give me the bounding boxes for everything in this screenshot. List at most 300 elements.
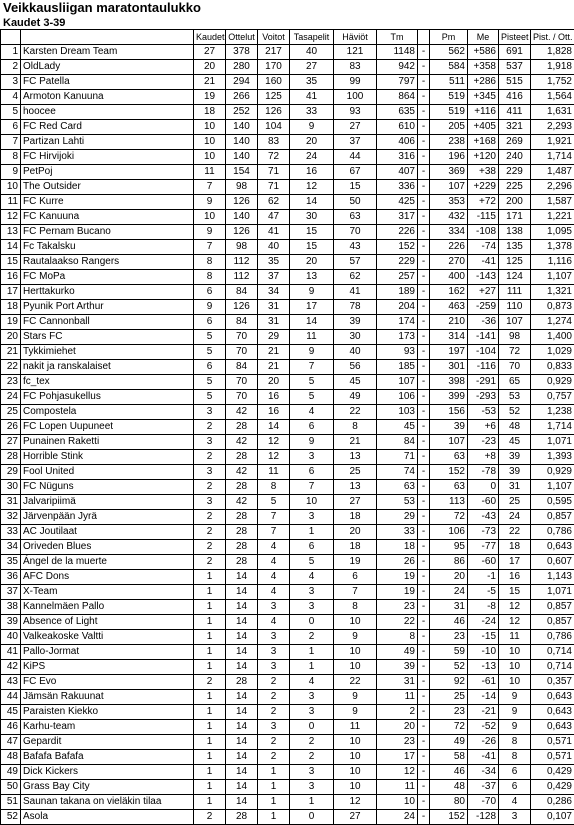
- cell-pisteet: 11: [499, 630, 531, 645]
- cell-kaudet: 1: [194, 795, 226, 810]
- cell-team: PetPoj: [21, 165, 194, 180]
- cell-rank: 20: [1, 330, 21, 345]
- cell-tasapelit: 4: [290, 675, 334, 690]
- cell-pm: 59: [430, 645, 468, 660]
- cell-haviot: 22: [334, 675, 377, 690]
- cell-haviot: 13: [334, 450, 377, 465]
- cell-kaudet: 1: [194, 570, 226, 585]
- cell-pist-ott: 0,857: [531, 615, 574, 630]
- cell-me: -259: [468, 300, 499, 315]
- cell-dash: -: [418, 585, 430, 600]
- cell-pist-ott: 0,857: [531, 600, 574, 615]
- table-row: [1, 465, 574, 480]
- cell-kaudet: 3: [194, 465, 226, 480]
- cell-voitot: 7: [258, 510, 290, 525]
- cell-pist-ott: 1,116: [531, 255, 574, 270]
- cell-voitot: 4: [258, 615, 290, 630]
- cell-pm: 463: [430, 300, 468, 315]
- cell-dash: -: [418, 195, 430, 210]
- table-row: [1, 600, 574, 615]
- cell-tasapelit: 41: [290, 90, 334, 105]
- cell-tm: 797: [377, 75, 418, 90]
- cell-me: -1: [468, 570, 499, 585]
- cell-pisteet: 411: [499, 105, 531, 120]
- table-row: [1, 150, 574, 165]
- cell-me: -77: [468, 540, 499, 555]
- cell-pist-ott: 1,631: [531, 105, 574, 120]
- cell-pist-ott: 0,595: [531, 495, 574, 510]
- cell-rank: 26: [1, 420, 21, 435]
- cell-pm: 107: [430, 180, 468, 195]
- cell-voitot: 37: [258, 270, 290, 285]
- cell-haviot: 20: [334, 525, 377, 540]
- table-row: [1, 315, 574, 330]
- cell-rank: 51: [1, 795, 21, 810]
- cell-tm: 53: [377, 495, 418, 510]
- cell-team: Karsten Dream Team: [21, 45, 194, 60]
- cell-tm: 425: [377, 195, 418, 210]
- cell-pm: 400: [430, 270, 468, 285]
- cell-pist-ott: 2,293: [531, 120, 574, 135]
- cell-voitot: 12: [258, 435, 290, 450]
- cell-pisteet: 70: [499, 360, 531, 375]
- cell-pisteet: 45: [499, 435, 531, 450]
- cell-pisteet: 22: [499, 525, 531, 540]
- cell-haviot: 25: [334, 465, 377, 480]
- cell-pisteet: 8: [499, 750, 531, 765]
- header-row: [1, 30, 574, 45]
- cell-rank: 17: [1, 285, 21, 300]
- cell-voitot: 4: [258, 555, 290, 570]
- cell-team: AC Joutilaat: [21, 525, 194, 540]
- cell-me: -43: [468, 510, 499, 525]
- cell-dash: -: [418, 300, 430, 315]
- table-row: [1, 255, 574, 270]
- cell-dash: -: [418, 690, 430, 705]
- cell-ottelut: 84: [226, 360, 258, 375]
- cell-tasapelit: 3: [290, 510, 334, 525]
- cell-dash: -: [418, 270, 430, 285]
- cell-dash: -: [418, 510, 430, 525]
- cell-tm: 173: [377, 330, 418, 345]
- cell-tm: 635: [377, 105, 418, 120]
- cell-voitot: 47: [258, 210, 290, 225]
- cell-dash: -: [418, 255, 430, 270]
- cell-tm: 107: [377, 375, 418, 390]
- cell-ottelut: 70: [226, 330, 258, 345]
- cell-dash: -: [418, 660, 430, 675]
- cell-ottelut: 14: [226, 585, 258, 600]
- cell-team: Karhu-team: [21, 720, 194, 735]
- cell-tasapelit: 3: [290, 585, 334, 600]
- cell-pist-ott: 1,752: [531, 75, 574, 90]
- cell-dash: -: [418, 120, 430, 135]
- cell-haviot: 6: [334, 570, 377, 585]
- cell-rank: 3: [1, 75, 21, 90]
- cell-kaudet: 1: [194, 600, 226, 615]
- cell-pm: 23: [430, 705, 468, 720]
- cell-team: nakit ja ranskalaiset: [21, 360, 194, 375]
- cell-tm: 864: [377, 90, 418, 105]
- cell-team: Rautalaakso Rangers: [21, 255, 194, 270]
- cell-pm: 314: [430, 330, 468, 345]
- cell-tasapelit: 30: [290, 210, 334, 225]
- cell-pist-ott: 1,238: [531, 405, 574, 420]
- cell-tasapelit: 27: [290, 60, 334, 75]
- cell-rank: 41: [1, 645, 21, 660]
- column-header-haviot: Häviöt: [334, 30, 377, 45]
- cell-pist-ott: 0,873: [531, 300, 574, 315]
- column-header-kaudet: Kaudet: [194, 30, 226, 45]
- cell-pist-ott: 1,587: [531, 195, 574, 210]
- cell-tasapelit: 33: [290, 105, 334, 120]
- cell-tm: 49: [377, 645, 418, 660]
- cell-kaudet: 8: [194, 255, 226, 270]
- cell-kaudet: 9: [194, 225, 226, 240]
- column-header-tasapelit: Tasapelit: [290, 30, 334, 45]
- cell-ottelut: 14: [226, 630, 258, 645]
- cell-dash: -: [418, 360, 430, 375]
- cell-me: +229: [468, 180, 499, 195]
- cell-dash: -: [418, 105, 430, 120]
- cell-pisteet: 111: [499, 285, 531, 300]
- cell-pist-ott: 1,400: [531, 330, 574, 345]
- cell-me: -8: [468, 600, 499, 615]
- cell-ottelut: 28: [226, 540, 258, 555]
- cell-tasapelit: 7: [290, 480, 334, 495]
- cell-kaudet: 2: [194, 450, 226, 465]
- cell-ottelut: 70: [226, 390, 258, 405]
- cell-tm: 103: [377, 405, 418, 420]
- cell-tasapelit: 0: [290, 810, 334, 825]
- cell-ottelut: 280: [226, 60, 258, 75]
- cell-voitot: 3: [258, 645, 290, 660]
- cell-tasapelit: 20: [290, 135, 334, 150]
- cell-haviot: 63: [334, 210, 377, 225]
- cell-rank: 7: [1, 135, 21, 150]
- column-header-dash: [418, 30, 430, 45]
- cell-ottelut: 14: [226, 570, 258, 585]
- cell-pist-ott: 0,429: [531, 780, 574, 795]
- cell-pisteet: 9: [499, 690, 531, 705]
- cell-voitot: 4: [258, 570, 290, 585]
- cell-me: -52: [468, 720, 499, 735]
- cell-me: +120: [468, 150, 499, 165]
- cell-rank: 21: [1, 345, 21, 360]
- table-row: [1, 60, 574, 75]
- cell-pist-ott: 0,107: [531, 810, 574, 825]
- table-row: [1, 510, 574, 525]
- cell-rank: 11: [1, 195, 21, 210]
- cell-kaudet: 5: [194, 345, 226, 360]
- cell-pm: 58: [430, 750, 468, 765]
- cell-tasapelit: 35: [290, 75, 334, 90]
- cell-team: FC Evo: [21, 675, 194, 690]
- cell-pist-ott: 1,095: [531, 225, 574, 240]
- cell-dash: -: [418, 420, 430, 435]
- cell-pisteet: 138: [499, 225, 531, 240]
- cell-tm: 63: [377, 480, 418, 495]
- cell-me: +405: [468, 120, 499, 135]
- cell-pist-ott: 0,357: [531, 675, 574, 690]
- cell-pm: 511: [430, 75, 468, 90]
- cell-rank: 24: [1, 390, 21, 405]
- cell-team: FC Cannonball: [21, 315, 194, 330]
- cell-kaudet: 19: [194, 90, 226, 105]
- cell-haviot: 22: [334, 405, 377, 420]
- cell-pist-ott: 0,929: [531, 375, 574, 390]
- cell-voitot: 31: [258, 315, 290, 330]
- table-row: [1, 330, 574, 345]
- cell-kaudet: 1: [194, 660, 226, 675]
- cell-haviot: 10: [334, 660, 377, 675]
- cell-pisteet: 18: [499, 540, 531, 555]
- cell-pm: 162: [430, 285, 468, 300]
- cell-pisteet: 53: [499, 390, 531, 405]
- cell-pist-ott: 1,487: [531, 165, 574, 180]
- cell-pist-ott: 1,378: [531, 240, 574, 255]
- cell-team: Absence of Light: [21, 615, 194, 630]
- cell-pisteet: 225: [499, 180, 531, 195]
- cell-me: +72: [468, 195, 499, 210]
- cell-dash: -: [418, 330, 430, 345]
- cell-rank: 16: [1, 270, 21, 285]
- cell-kaudet: 1: [194, 705, 226, 720]
- cell-rank: 12: [1, 210, 21, 225]
- cell-rank: 28: [1, 450, 21, 465]
- cell-voitot: 170: [258, 60, 290, 75]
- cell-pm: 353: [430, 195, 468, 210]
- cell-ottelut: 28: [226, 420, 258, 435]
- cell-pm: 334: [430, 225, 468, 240]
- cell-voitot: 71: [258, 165, 290, 180]
- cell-haviot: 11: [334, 720, 377, 735]
- cell-tasapelit: 16: [290, 165, 334, 180]
- cell-voitot: 126: [258, 105, 290, 120]
- cell-me: -36: [468, 315, 499, 330]
- cell-haviot: 50: [334, 195, 377, 210]
- cell-rank: 1: [1, 45, 21, 60]
- cell-kaudet: 10: [194, 135, 226, 150]
- cell-me: -21: [468, 705, 499, 720]
- cell-voitot: 41: [258, 225, 290, 240]
- cell-haviot: 93: [334, 105, 377, 120]
- cell-voitot: 1: [258, 795, 290, 810]
- cell-tasapelit: 6: [290, 420, 334, 435]
- cell-rank: 15: [1, 255, 21, 270]
- cell-voitot: 125: [258, 90, 290, 105]
- cell-voitot: 71: [258, 180, 290, 195]
- cell-ottelut: 98: [226, 240, 258, 255]
- table-row: [1, 780, 574, 795]
- table-row: [1, 285, 574, 300]
- cell-kaudet: 5: [194, 390, 226, 405]
- cell-haviot: 44: [334, 150, 377, 165]
- cell-ottelut: 42: [226, 465, 258, 480]
- cell-team: AFC Dons: [21, 570, 194, 585]
- table-row: [1, 705, 574, 720]
- cell-me: -78: [468, 465, 499, 480]
- cell-pisteet: 135: [499, 240, 531, 255]
- cell-pisteet: 125: [499, 255, 531, 270]
- cell-pisteet: 65: [499, 375, 531, 390]
- cell-dash: -: [418, 390, 430, 405]
- cell-dash: -: [418, 45, 430, 60]
- cell-team: FC Hirvijoki: [21, 150, 194, 165]
- cell-haviot: 8: [334, 600, 377, 615]
- cell-pisteet: 229: [499, 165, 531, 180]
- cell-voitot: 29: [258, 330, 290, 345]
- cell-rank: 52: [1, 810, 21, 825]
- table-row: [1, 75, 574, 90]
- cell-voitot: 16: [258, 405, 290, 420]
- table-row: [1, 345, 574, 360]
- cell-pist-ott: 0,643: [531, 540, 574, 555]
- cell-ottelut: 84: [226, 315, 258, 330]
- cell-pist-ott: 0,786: [531, 630, 574, 645]
- cell-pm: 205: [430, 120, 468, 135]
- cell-tasapelit: 1: [290, 525, 334, 540]
- column-header-pm: Pm: [430, 30, 468, 45]
- table-row: [1, 435, 574, 450]
- cell-tm: 33: [377, 525, 418, 540]
- cell-haviot: 49: [334, 390, 377, 405]
- cell-tm: 11: [377, 690, 418, 705]
- cell-haviot: 45: [334, 375, 377, 390]
- cell-dash: -: [418, 780, 430, 795]
- cell-tm: 610: [377, 120, 418, 135]
- cell-ottelut: 28: [226, 480, 258, 495]
- cell-pisteet: 9: [499, 705, 531, 720]
- cell-haviot: 99: [334, 75, 377, 90]
- table-row: [1, 360, 574, 375]
- table-row: [1, 495, 574, 510]
- cell-voitot: 2: [258, 690, 290, 705]
- cell-ottelut: 140: [226, 120, 258, 135]
- cell-tm: 1148: [377, 45, 418, 60]
- cell-me: +116: [468, 105, 499, 120]
- table-row: [1, 405, 574, 420]
- cell-pm: 20: [430, 570, 468, 585]
- cell-ottelut: 14: [226, 690, 258, 705]
- cell-dash: -: [418, 675, 430, 690]
- cell-rank: 37: [1, 585, 21, 600]
- cell-pm: 270: [430, 255, 468, 270]
- cell-ottelut: 266: [226, 90, 258, 105]
- cell-tm: 10: [377, 795, 418, 810]
- cell-dash: -: [418, 465, 430, 480]
- cell-team: Fool United: [21, 465, 194, 480]
- cell-team: FC Lopen Uupuneet: [21, 420, 194, 435]
- cell-rank: 31: [1, 495, 21, 510]
- cell-kaudet: 2: [194, 480, 226, 495]
- cell-pm: 152: [430, 465, 468, 480]
- cell-kaudet: 10: [194, 210, 226, 225]
- cell-pm: 72: [430, 510, 468, 525]
- cell-tm: 406: [377, 135, 418, 150]
- cell-pisteet: 72: [499, 345, 531, 360]
- cell-rank: 49: [1, 765, 21, 780]
- cell-tm: 19: [377, 570, 418, 585]
- cell-ottelut: 14: [226, 795, 258, 810]
- table-row: [1, 645, 574, 660]
- cell-voitot: 72: [258, 150, 290, 165]
- cell-pist-ott: 1,107: [531, 480, 574, 495]
- cell-pist-ott: 0,643: [531, 720, 574, 735]
- cell-haviot: 10: [334, 780, 377, 795]
- cell-pist-ott: 0,571: [531, 750, 574, 765]
- table-row: [1, 720, 574, 735]
- cell-ottelut: 14: [226, 660, 258, 675]
- cell-pist-ott: 1,143: [531, 570, 574, 585]
- cell-pisteet: 16: [499, 570, 531, 585]
- cell-pisteet: 10: [499, 675, 531, 690]
- cell-tm: 18: [377, 540, 418, 555]
- column-header-me: Me: [468, 30, 499, 45]
- cell-me: -293: [468, 390, 499, 405]
- cell-team: Jämsän Rakuunat: [21, 690, 194, 705]
- cell-dash: -: [418, 225, 430, 240]
- cell-me: +345: [468, 90, 499, 105]
- cell-ottelut: 14: [226, 705, 258, 720]
- cell-voitot: 11: [258, 465, 290, 480]
- cell-tasapelit: 40: [290, 45, 334, 60]
- cell-pisteet: 8: [499, 735, 531, 750]
- cell-tasapelit: 6: [290, 465, 334, 480]
- cell-haviot: 30: [334, 330, 377, 345]
- cell-voitot: 31: [258, 300, 290, 315]
- cell-tasapelit: 3: [290, 450, 334, 465]
- cell-pisteet: 691: [499, 45, 531, 60]
- cell-pist-ott: 0,571: [531, 735, 574, 750]
- cell-kaudet: 10: [194, 120, 226, 135]
- cell-ottelut: 70: [226, 345, 258, 360]
- cell-tm: 20: [377, 720, 418, 735]
- cell-me: -141: [468, 330, 499, 345]
- column-header-pisteet: Pisteet: [499, 30, 531, 45]
- cell-voitot: 35: [258, 255, 290, 270]
- table-row: [1, 375, 574, 390]
- cell-pist-ott: 1,564: [531, 90, 574, 105]
- cell-ottelut: 140: [226, 150, 258, 165]
- cell-dash: -: [418, 345, 430, 360]
- cell-tm: 71: [377, 450, 418, 465]
- cell-ottelut: 112: [226, 270, 258, 285]
- column-header-team: [21, 30, 194, 45]
- cell-team: Jalvaripiimä: [21, 495, 194, 510]
- cell-me: +586: [468, 45, 499, 60]
- cell-rank: 30: [1, 480, 21, 495]
- cell-kaudet: 3: [194, 405, 226, 420]
- cell-team: Compostela: [21, 405, 194, 420]
- cell-kaudet: 1: [194, 690, 226, 705]
- cell-voitot: 3: [258, 660, 290, 675]
- cell-team: Kannelmäen Pallo: [21, 600, 194, 615]
- cell-team: Asola: [21, 810, 194, 825]
- cell-me: -10: [468, 645, 499, 660]
- table-row: [1, 300, 574, 315]
- cell-rank: 44: [1, 690, 21, 705]
- cell-voitot: 3: [258, 720, 290, 735]
- cell-tasapelit: 5: [290, 390, 334, 405]
- cell-me: -73: [468, 525, 499, 540]
- cell-ottelut: 42: [226, 495, 258, 510]
- cell-team: Dick Kickers: [21, 765, 194, 780]
- table-row: [1, 225, 574, 240]
- table-row: [1, 675, 574, 690]
- cell-pm: 25: [430, 690, 468, 705]
- cell-kaudet: 5: [194, 330, 226, 345]
